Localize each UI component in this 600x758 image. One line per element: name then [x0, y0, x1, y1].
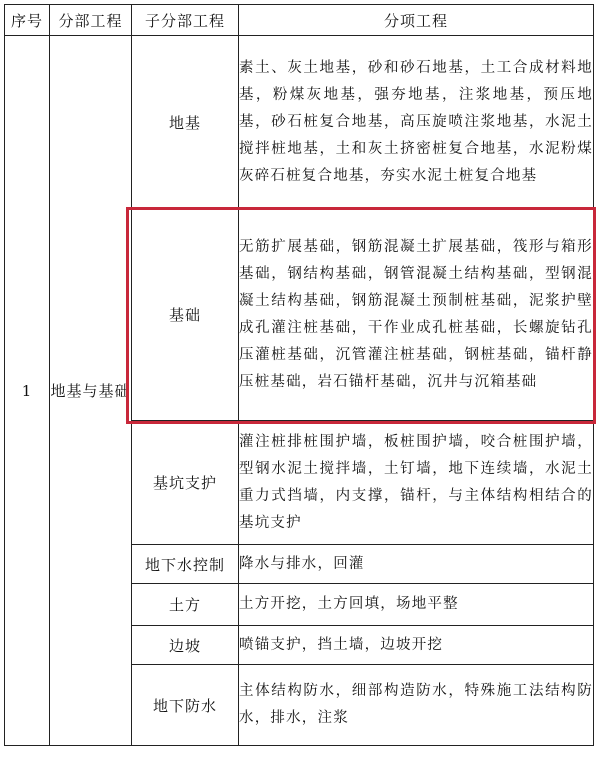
header-items: 分项工程 [239, 5, 594, 36]
engineering-division-table [4, 4, 594, 746]
items-cell: 素土、灰土地基，砂和砂石地基，土工合成材料地基，粉煤灰地基，强夯地基，注浆地基，预压地基，砂石桩复合地基，高压旋喷注浆地基，水泥土搅拌桩地基，土和灰土挤密桩复合地基，水泥粉煤灰碎石桩复合地基，夯实水泥土桩复合地基 [239, 36, 594, 209]
subdivision-cell: 地下水控制 [132, 545, 239, 584]
subdivision-cell: 基础 [132, 209, 239, 421]
header-subdivision: 子分部工程 [132, 5, 239, 36]
header-seq: 序号 [5, 5, 50, 36]
items-cell: 土方开挖，土方回填，场地平整 [239, 584, 594, 626]
subdivision-cell: 基坑支护 [132, 421, 239, 545]
subdivision-cell: 土方 [132, 584, 239, 626]
header-division: 分部工程 [50, 5, 132, 36]
items-cell: 喷锚支护，挡土墙，边坡开挖 [239, 626, 594, 665]
table-row [5, 36, 594, 209]
subdivision-cell: 地基 [132, 36, 239, 209]
subdivision-cell: 边坡 [132, 626, 239, 665]
seq-cell: 1 [5, 36, 50, 746]
items-cell: 主体结构防水，细部构造防水，特殊施工法结构防水，排水，注浆 [239, 665, 594, 746]
table-header-row [5, 5, 594, 36]
subdivision-cell: 地下防水 [132, 665, 239, 746]
division-cell: 地基与基础 [50, 36, 132, 746]
items-cell: 降水与排水，回灌 [239, 545, 594, 584]
items-cell: 无筋扩展基础，钢筋混凝土扩展基础，筏形与箱形基础，钢结构基础，钢管混凝土结构基础，型钢混凝土结构基础，钢筋混凝土预制桩基础，泥浆护壁成孔灌注桩基础，干作业成孔桩基础，长螺旋钻孔压灌桩基础，沉管灌注桩基础，钢桩基础，锚杆静压桩基础，岩石锚杆基础，沉井与沉箱基础 [239, 209, 594, 421]
items-cell: 灌注桩排桩围护墙，板桩围护墙，咬合桩围护墙，型钢水泥土搅拌墙，土钉墙，地下连续墙，水泥土重力式挡墙，内支撑，锚杆，与主体结构相结合的基坑支护 [239, 421, 594, 545]
